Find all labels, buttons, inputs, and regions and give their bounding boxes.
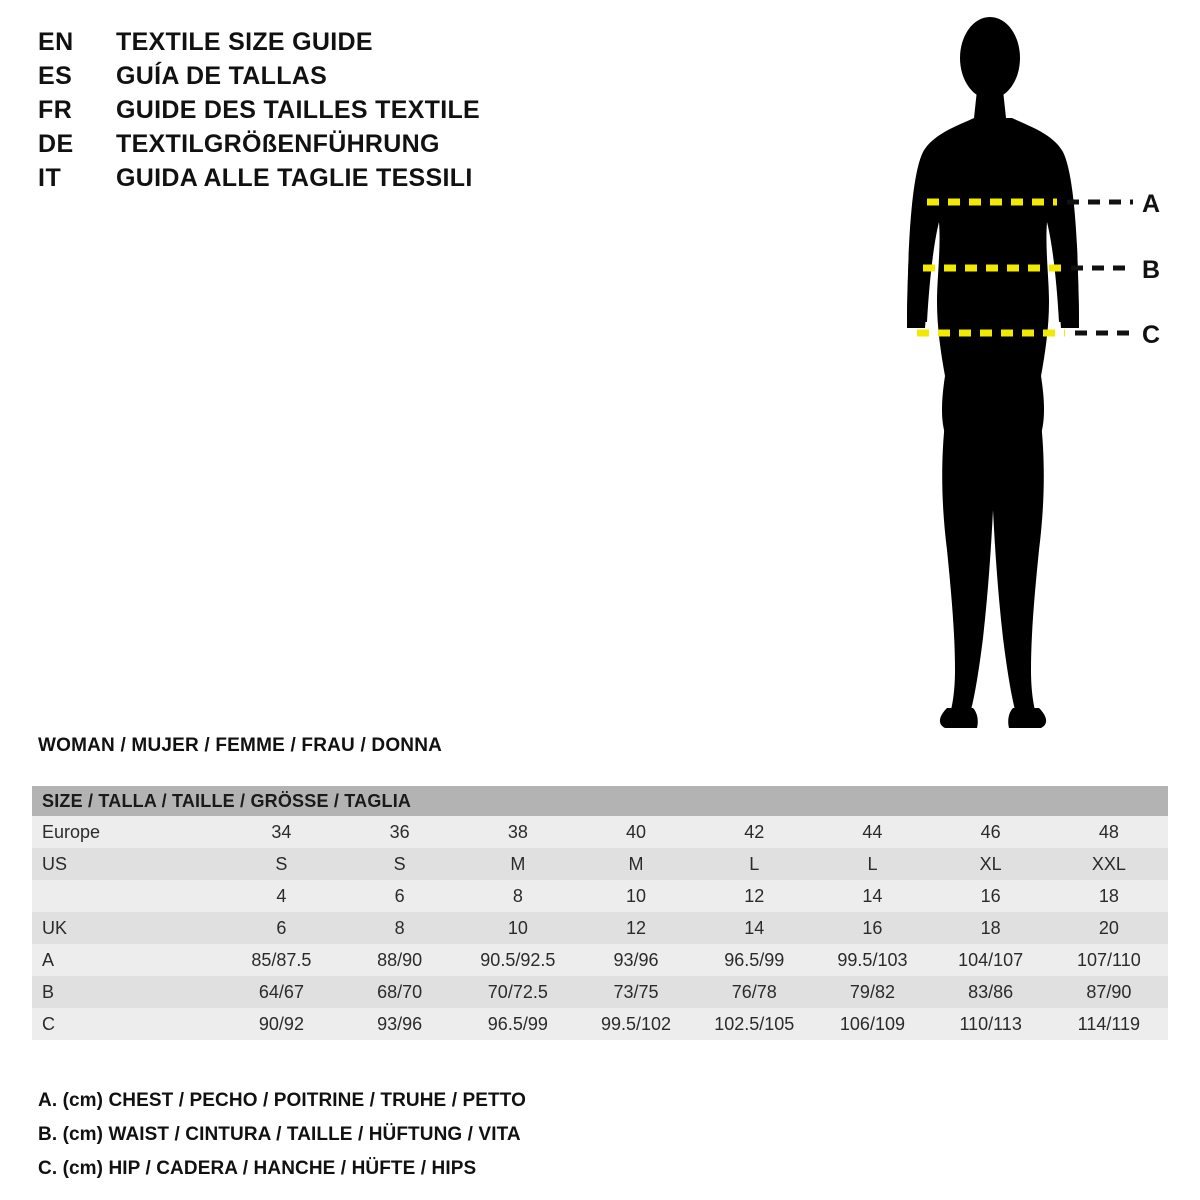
cell-europe-3: 40 (626, 821, 647, 842)
language-code-fr: FR (38, 96, 73, 124)
cell-uk-2: 10 (507, 917, 528, 938)
title-row-de (38, 130, 658, 164)
cell-uk-6: 18 (980, 917, 1001, 938)
cell-europe-5: 44 (862, 821, 883, 842)
cell-europe-2: 38 (507, 821, 528, 842)
cell-uk-0: 6 (276, 917, 287, 938)
cell-usnum-6: 16 (980, 885, 1001, 906)
cell-c-7: 114/119 (1077, 1013, 1141, 1034)
table-row (32, 816, 1168, 848)
cell-c-4: 102.5/105 (714, 1013, 795, 1034)
cell-uk-7: 20 (1098, 917, 1119, 938)
female-silhouette-icon (845, 10, 1190, 750)
cell-a-5: 99.5/103 (837, 949, 908, 970)
measurement-figure (845, 10, 1190, 750)
cell-us-4: L (749, 853, 760, 874)
cell-europe-1: 36 (389, 821, 410, 842)
cell-usnum-3: 10 (626, 885, 647, 906)
cell-uk-3: 12 (626, 917, 647, 938)
cell-b-4: 76/78 (731, 981, 777, 1002)
row-label-b: B (42, 981, 55, 1002)
cell-a-4: 96.5/99 (724, 949, 785, 970)
row-label-us: US (42, 853, 68, 874)
title-row-fr (38, 96, 658, 130)
cell-usnum-4: 12 (744, 885, 765, 906)
title-text-en: TEXTILE SIZE GUIDE (116, 28, 373, 56)
table-row (32, 976, 1168, 1008)
cell-c-1: 93/96 (377, 1013, 423, 1034)
cell-uk-5: 16 (862, 917, 883, 938)
cell-usnum-1: 6 (394, 885, 405, 906)
cell-europe-6: 46 (980, 821, 1001, 842)
cell-europe-0: 34 (271, 821, 292, 842)
cell-b-1: 68/70 (377, 981, 423, 1002)
cell-c-5: 106/109 (839, 1013, 905, 1034)
cell-us-6: XL (979, 853, 1002, 874)
title-text-it: GUIDA ALLE TAGLIE TESSILI (116, 164, 473, 192)
cell-us-0: S (275, 853, 288, 874)
cell-c-6: 110/113 (959, 1013, 1022, 1034)
cell-a-1: 88/90 (377, 949, 423, 970)
row-label-us-numeric (32, 880, 222, 912)
cell-a-6: 104/107 (958, 949, 1024, 970)
table-row (32, 848, 1168, 880)
footnotes (38, 1090, 738, 1192)
cell-a-0: 85/87.5 (251, 949, 312, 970)
table-row (32, 944, 1168, 976)
row-label-a: A (42, 949, 55, 970)
language-code-es: ES (38, 62, 73, 90)
cell-c-3: 99.5/102 (601, 1013, 672, 1034)
footnote-a: A. (cm) CHEST / PECHO / POITRINE / TRUHE / PETTO (38, 1090, 526, 1111)
group-label-woman: WOMAN / MUJER / FEMME / FRAU / DONNA (38, 735, 443, 756)
cell-b-3: 73/75 (613, 981, 659, 1002)
cell-a-7: 107/110 (1077, 949, 1141, 970)
cell-us-3: M (628, 853, 644, 874)
cell-us-2: M (510, 853, 526, 874)
row-label-uk: UK (42, 917, 68, 938)
cell-b-7: 87/90 (1086, 981, 1132, 1002)
language-code-en: EN (38, 28, 74, 56)
cell-europe-7: 48 (1098, 821, 1119, 842)
cell-us-5: L (867, 853, 878, 874)
table-row (32, 1008, 1168, 1040)
cell-b-5: 79/82 (849, 981, 895, 1002)
row-label-europe: Europe (42, 821, 101, 842)
size-table (32, 786, 1168, 1040)
measure-label-a: A (1142, 190, 1161, 218)
cell-usnum-5: 14 (862, 885, 883, 906)
cell-usnum-7: 18 (1098, 885, 1119, 906)
measure-label-b: B (1142, 256, 1161, 284)
cell-uk-1: 8 (394, 917, 405, 938)
cell-us-7: XXL (1091, 853, 1126, 874)
cell-usnum-2: 8 (512, 885, 523, 906)
cell-a-2: 90.5/92.5 (480, 949, 556, 970)
table-header-row (32, 786, 1168, 816)
table-header-label: SIZE / TALLA / TAILLE / GRÖSSE / TAGLIA (32, 786, 1168, 816)
cell-europe-4: 42 (744, 821, 765, 842)
cell-c-2: 96.5/99 (487, 1013, 548, 1034)
cell-b-6: 83/86 (968, 981, 1014, 1002)
row-label-c: C (42, 1013, 55, 1034)
language-code-it: IT (38, 164, 62, 192)
title-row-es (38, 62, 658, 96)
cell-a-3: 93/96 (613, 949, 659, 970)
cell-b-2: 70/72.5 (487, 981, 548, 1002)
cell-usnum-0: 4 (276, 885, 287, 906)
cell-b-0: 64/67 (258, 981, 304, 1002)
table-row (32, 880, 1168, 912)
cell-uk-4: 14 (744, 917, 765, 938)
title-row-en (38, 28, 658, 62)
title-text-fr: GUIDE DES TAILLES TEXTILE (116, 96, 481, 124)
cell-us-1: S (393, 853, 406, 874)
table-row (32, 912, 1168, 944)
language-code-de: DE (38, 130, 74, 158)
title-text-es: GUÍA DE TALLAS (116, 62, 328, 90)
footnote-c: C. (cm) HIP / CADERA / HANCHE / HÜFTE / HIPS (38, 1158, 477, 1179)
footnote-b: B. (cm) WAIST / CINTURA / TAILLE / HÜFTUNG / VITA (38, 1124, 521, 1145)
cell-c-0: 90/92 (258, 1013, 304, 1034)
title-text-de: TEXTILGRÖßENFÜHRUNG (116, 130, 440, 158)
title-block (38, 28, 658, 198)
measure-label-c: C (1142, 321, 1161, 349)
title-row-it (38, 164, 658, 198)
